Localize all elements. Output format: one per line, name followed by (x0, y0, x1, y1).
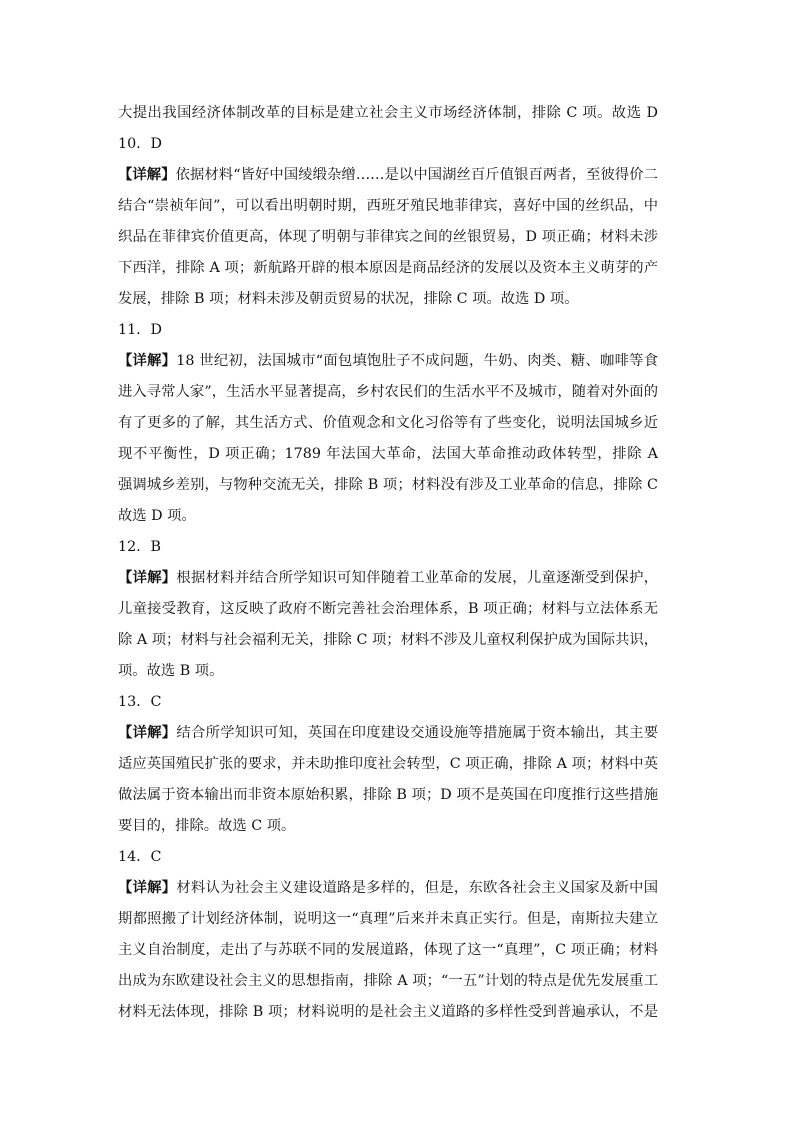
explanation-text: 根据材料并结合所学知识可知伴随着工业革命的发展，儿童逐渐受到保护， (176, 570, 658, 586)
detail-tag: 【详解】 (118, 570, 177, 586)
explanation-text: 依据材料“皆好中国绫缎杂缯……是以中国湖丝百斤值银百两者，至彼得价二 (175, 167, 658, 183)
answer-explanations (118, 100, 658, 1025)
explanation-line (118, 875, 658, 901)
explanation-line: 发展，排除 B 项；材料未涉及朝贡贸易的状况，排除 C 项。故选 D 项。 (118, 291, 579, 307)
explanation-line: 故选 D 项。 (118, 508, 196, 524)
explanation-line: 儿童接受教育，这反映了政府不断完善社会治理体系，B 项正确；材料与立法体系无 (118, 601, 658, 617)
explanation-line: 进入寻常人家”，生活水平显著提高，乡村农民们的生活水平不及城市，随着对外面的 (118, 384, 658, 400)
explanation-line (118, 720, 658, 746)
explanation-line (118, 162, 658, 188)
explanation-line: 织品在菲律宾价值更高，体现了明朝与菲律宾之间的丝银贸易，D 项正确；材料未涉 (118, 229, 658, 245)
detail-tag: 【详解】 (118, 725, 177, 741)
explanation-text: 结合所学知识可知，英国在印度建设交通设施等措施属于资本输出，其主要 (176, 725, 658, 741)
explanation-line: 结合“崇祯年间”，可以看出明朝时期，西班牙殖民地菲律宾，喜好中国的丝织品，中 (118, 198, 658, 214)
explanation-line: 主义自治制度，走出了与苏联不同的发展道路，体现了这一“真理”，C 项正确；材料 (118, 942, 658, 958)
explanation-text: 18 世纪初，法国城市“面包填饱肚子不成问题，牛奶、肉类、糖、咖啡等食 (176, 353, 658, 369)
question-number-12: 12．B (118, 539, 161, 555)
question-number-11: 11．D (118, 322, 162, 338)
explanation-line: 强调城乡差别，与物种交流无关，排除 B 项；材料没有涉及工业革命的信息，排除 C (118, 477, 658, 493)
explanation-line (118, 565, 658, 591)
question-number-14: 14．C (118, 849, 162, 865)
explanation-line: 现不平衡性，D 项正确；1789 年法国大革命，法国大革命推动政体转型，排除 A (118, 446, 658, 462)
explanation-text: 材料认为社会主义建设道路是多样的，但是，东欧各社会主义国家及新中国 (176, 880, 658, 896)
explanation-line (118, 348, 658, 374)
explanation-line: 有了更多的了解，其生活方式、价值观念和文化习俗等有了些变化，说明法国城乡近 (118, 415, 658, 431)
explanation-line: 出成为东欧建设社会主义的思想指南，排除 A 项；“一五”计划的特点是优先发展重工 (118, 973, 658, 989)
explanation-line: 除 A 项；材料与社会福利无关，排除 C 项；材料不涉及儿童权利保护成为国际共识， (118, 632, 658, 648)
question-number-13: 13．C (118, 694, 162, 710)
explanation-line: 做法属于资本输出而非资本原始积累，排除 B 项；D 项不是英国在印度推行这些措施 (118, 787, 658, 803)
explanation-line: 材料无法体现，排除 B 项；材料说明的是社会主义道路的多样性受到普遍承认，不是 (118, 1004, 658, 1020)
intro-line: 大提出我国经济体制改革的目标是建立社会主义市场经济体制，排除 C 项。故选 D (118, 105, 658, 121)
explanation-line: 要目的，排除。故选 C 项。 (118, 818, 296, 834)
question-number-10: 10．D (118, 136, 162, 152)
explanation-line: 项。故选 B 项。 (118, 663, 224, 679)
explanation-line: 下西洋，排除 A 项；新航路开辟的根本原因是商品经济的发展以及资本主义萌芽的产 (118, 260, 658, 276)
explanation-line: 期都照搬了计划经济体制，说明这一“真理”后来并未真正实行。但是，南斯拉夫建立 (118, 911, 658, 927)
explanation-line: 适应英国殖民扩张的要求，并未助推印度社会转型，C 项正确，排除 A 项；材料中英 (118, 756, 658, 772)
detail-tag: 【详解】 (118, 880, 177, 896)
detail-tag: 【详解】 (118, 353, 177, 369)
detail-tag: 【详解】 (118, 167, 176, 183)
